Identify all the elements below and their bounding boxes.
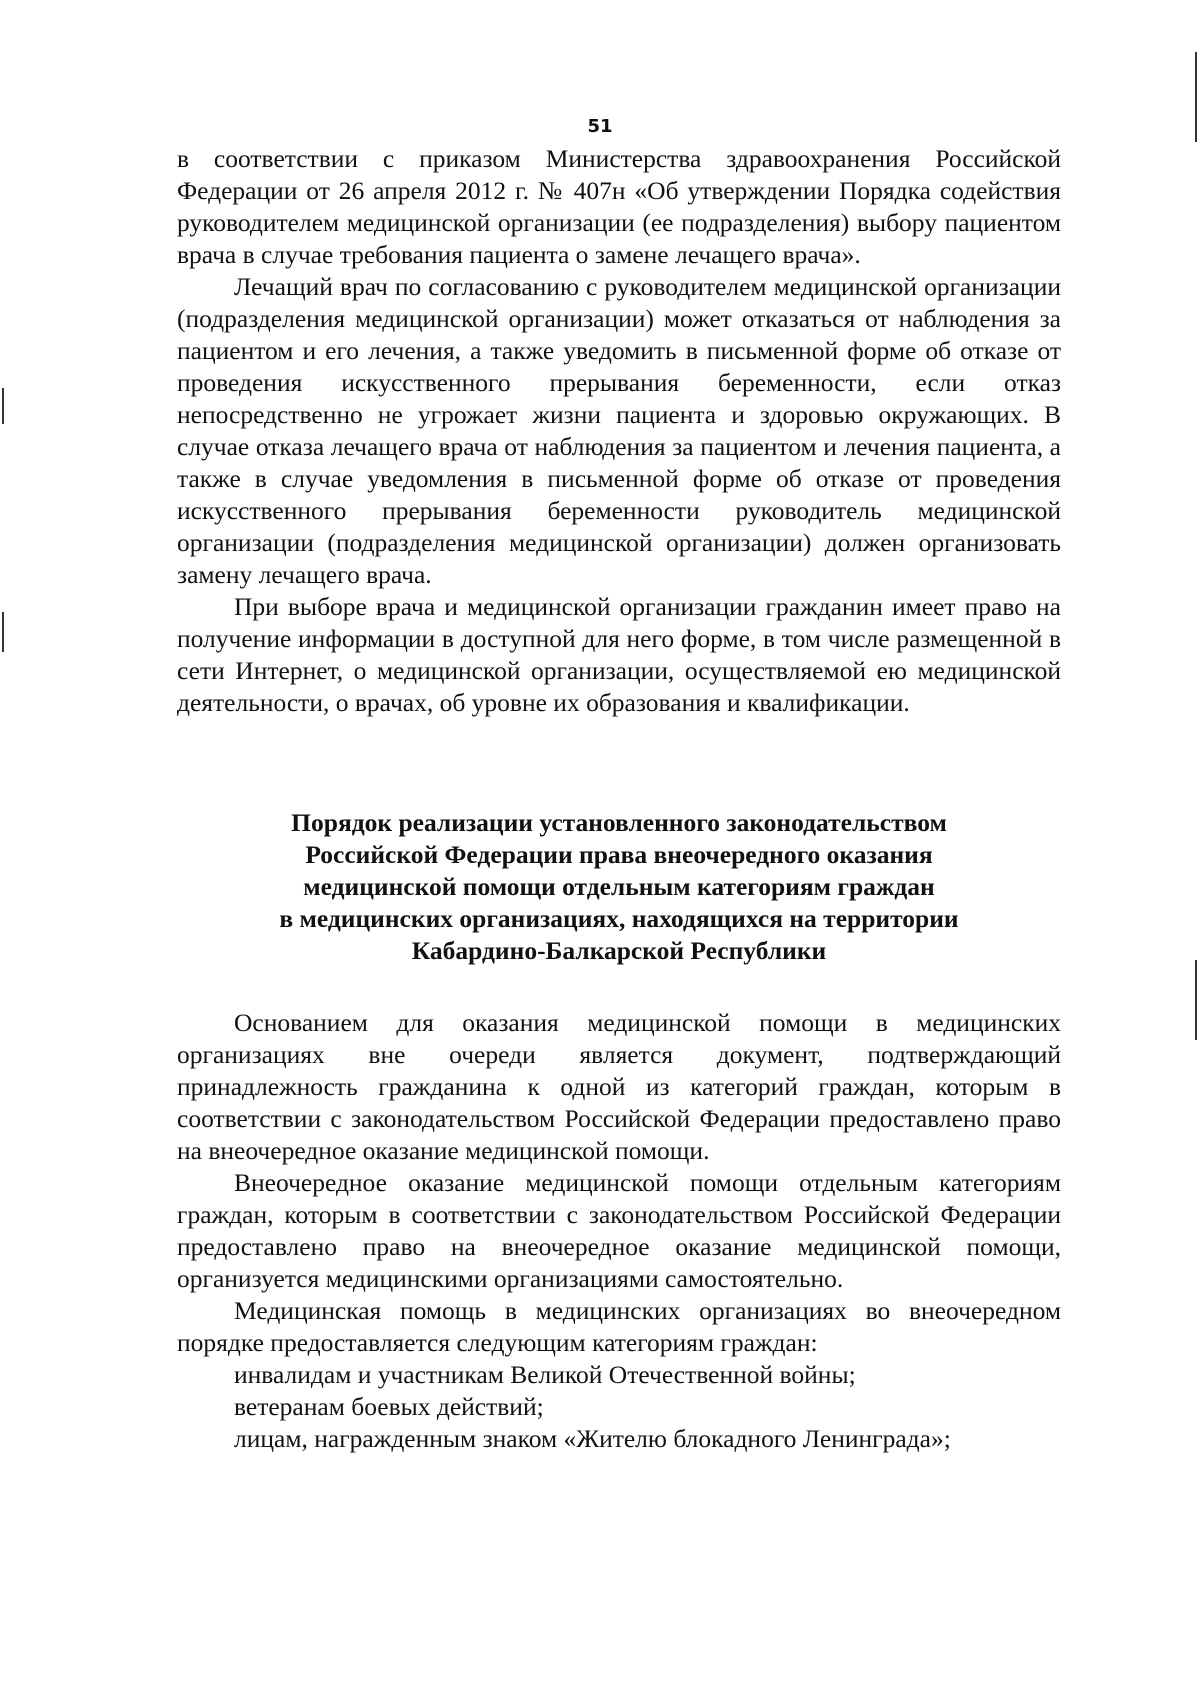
section-heading-line: в медицинских организациях, находящихся на территории (279, 904, 959, 933)
paragraph-categories-intro: Медицинская помощь в медицинских организациях во внеочередном порядке предоставляется следующим категориям граждан: (177, 1296, 1061, 1357)
scan-edge-mark (2, 388, 4, 424)
section-body (177, 1007, 1061, 1455)
scan-edge-mark (2, 612, 4, 652)
list-item: лицам, награжденным знаком «Жителю блокадного Ленинграда»; (234, 1424, 951, 1453)
section-heading-line: медицинской помощи отдельным категориям граждан (303, 872, 935, 901)
page-number: 51 (587, 116, 613, 137)
intro-paragraph: в соответствии с приказом Министерства здравоохранения Российской Федерации от 26 апреля 2012 г. № 407н «Об утверждении Порядка содействия руководителем медицинской организации (ее подразделения) выбору пациентом врача в случае требования пациента о замене лечащего врача». (177, 144, 1061, 269)
scan-edge-mark (1195, 960, 1197, 1040)
section-heading-line: Порядок реализации установленного законодательством (291, 808, 947, 837)
section-heading (177, 807, 1061, 967)
paragraph-priority-care-organization: Внеочередное оказание медицинской помощи отдельным категориям граждан, которым в соответствии с законодательством Российской Федерации предоставлено право на внеочередное оказание медицинской помощи, организуется медицинскими организациями самостоятельно. (177, 1168, 1061, 1293)
paragraph-basis-for-priority-care: Основанием для оказания медицинской помощи в медицинских организациях вне очереди является документ, подтверждающий принадлежность гражданина к одной из категорий граждан, которым в соответствии с законодательством Российской Федерации предоставлено право на внеочередное оказание медицинской помощи. (177, 1008, 1061, 1165)
section-heading-line: Кабардино-Балкарской Республики (411, 936, 827, 965)
paragraph-right-to-information: При выборе врача и медицинской организации гражданин имеет право на получение информации в доступной для него форме, в том числе размещенной в сети Интернет, о медицинской организации, осуществляемой ею медицинской деятельности, о врачах, об уровне их образования и квалификации. (177, 592, 1061, 717)
paragraph-attending-doctor-refusal: Лечащий врач по согласованию с руководителем медицинской организации (подразделения медицинской организации) может отказаться от наблюдения за пациентом и его лечения, а также уведомить в письменной форме об отказе от проведения искусственного прерывания беременности, если отказ непосредственно не угрожает жизни пациента и здоровью окружающих. В случае отказа лечащего врача от наблюдения за пациентом и лечения пациента, а также в случае уведомления в письменной форме об отказе от проведения искусственного прерывания беременности руководитель медицинской организации (подразделения медицинской организации) должен организовать замену лечащего врача. (177, 272, 1061, 589)
section-heading-line: Российской Федерации права внеочередного оказания (305, 840, 933, 869)
list-item: ветеранам боевых действий; (234, 1392, 544, 1421)
document-body (177, 143, 1061, 1455)
scan-edge-mark (1195, 52, 1197, 142)
list-item: инвалидам и участникам Великой Отечественной войны; (234, 1360, 856, 1389)
